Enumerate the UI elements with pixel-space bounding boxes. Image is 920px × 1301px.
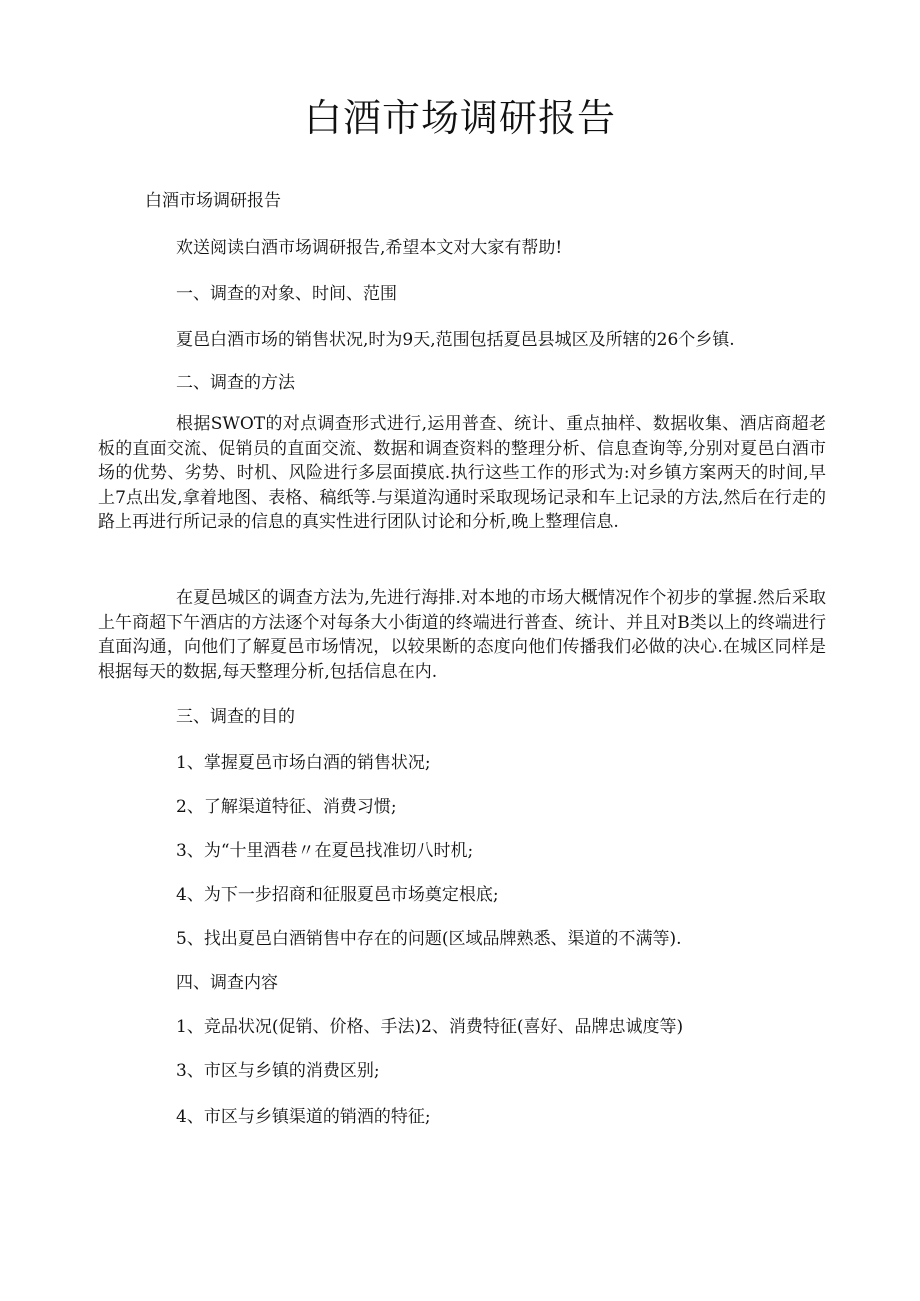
document-subtitle: 白酒市场调研报告: [145, 191, 281, 211]
goal-item: 1、掌握夏邑市场白酒的销售状况;: [176, 753, 431, 773]
welcome-text: 欢送阅读白酒市场调研报告,希望本文对大家有帮助!: [176, 238, 563, 258]
goal-item: 4、为下一步招商和征服夏邑市场奠定根底;: [176, 885, 499, 905]
section1-heading: 一、调查的对象、时间、范围: [176, 284, 397, 304]
goal-item: 5、找出夏邑白酒销售中存在的问题(区域品牌熟悉、渠道的不满等).: [176, 929, 682, 949]
section4-heading: 四、调查内容: [176, 973, 278, 993]
goal-item: 3、为“十里酒巷〃在夏邑找准切八时机;: [176, 841, 474, 861]
section1-text: 夏邑白酒市场的销售状况,时为9天,范围包括夏邑县城区及所辖的26个乡镇.: [176, 330, 735, 350]
content-item: 3、市区与乡镇的消费区别;: [176, 1061, 380, 1081]
content-item: 4、市区与乡镇渠道的销酒的特征;: [176, 1107, 431, 1127]
document-title: 白酒市场调研报告: [303, 96, 616, 140]
section2-paragraph-2: 在夏邑城区的调查方法为,先进行海排.对本地的市场大概情况作个初步的掌握.然后采取上午商超下午酒店的方法逐个对每条大小街道的终端进行普查、统计、并且对B类以上的终端进行直面沟通，向他们了解夏邑市场情况，以较果断的态度向他们传播我们必做的决心.在城区同样是根据每天的数据,每天整理分析,包括信息在内.: [98, 588, 826, 682]
section2-paragraph-1: 根据SWOT的对点调查形式进行,运用普查、统计、重点抽样、数据收集、酒店商超老板的直面交流、促销员的直面交流、数据和调查资料的整理分析、信息查询等,分别对夏邑白酒市场的优势、劣势、时机、风险进行多层面摸底.执行这些工作的形式为:对乡镇方案两天的时间,早上7点出发,拿着地图、表格、稿纸等.与渠道沟通时采取现场记录和车上记录的方法,然后在行走的路上再进行所记录的信息的真实性进行团队讨论和分析,晚上整理信息.: [98, 414, 826, 533]
content-item: 1、竞品状况(促销、价格、手法)2、消费特征(喜好、品牌忠诚度等): [176, 1017, 684, 1037]
section3-heading: 三、调查的目的: [176, 707, 295, 727]
section2-heading: 二、调查的方法: [176, 373, 295, 393]
goal-item: 2、了解渠道特征、消费习惯;: [176, 797, 397, 817]
